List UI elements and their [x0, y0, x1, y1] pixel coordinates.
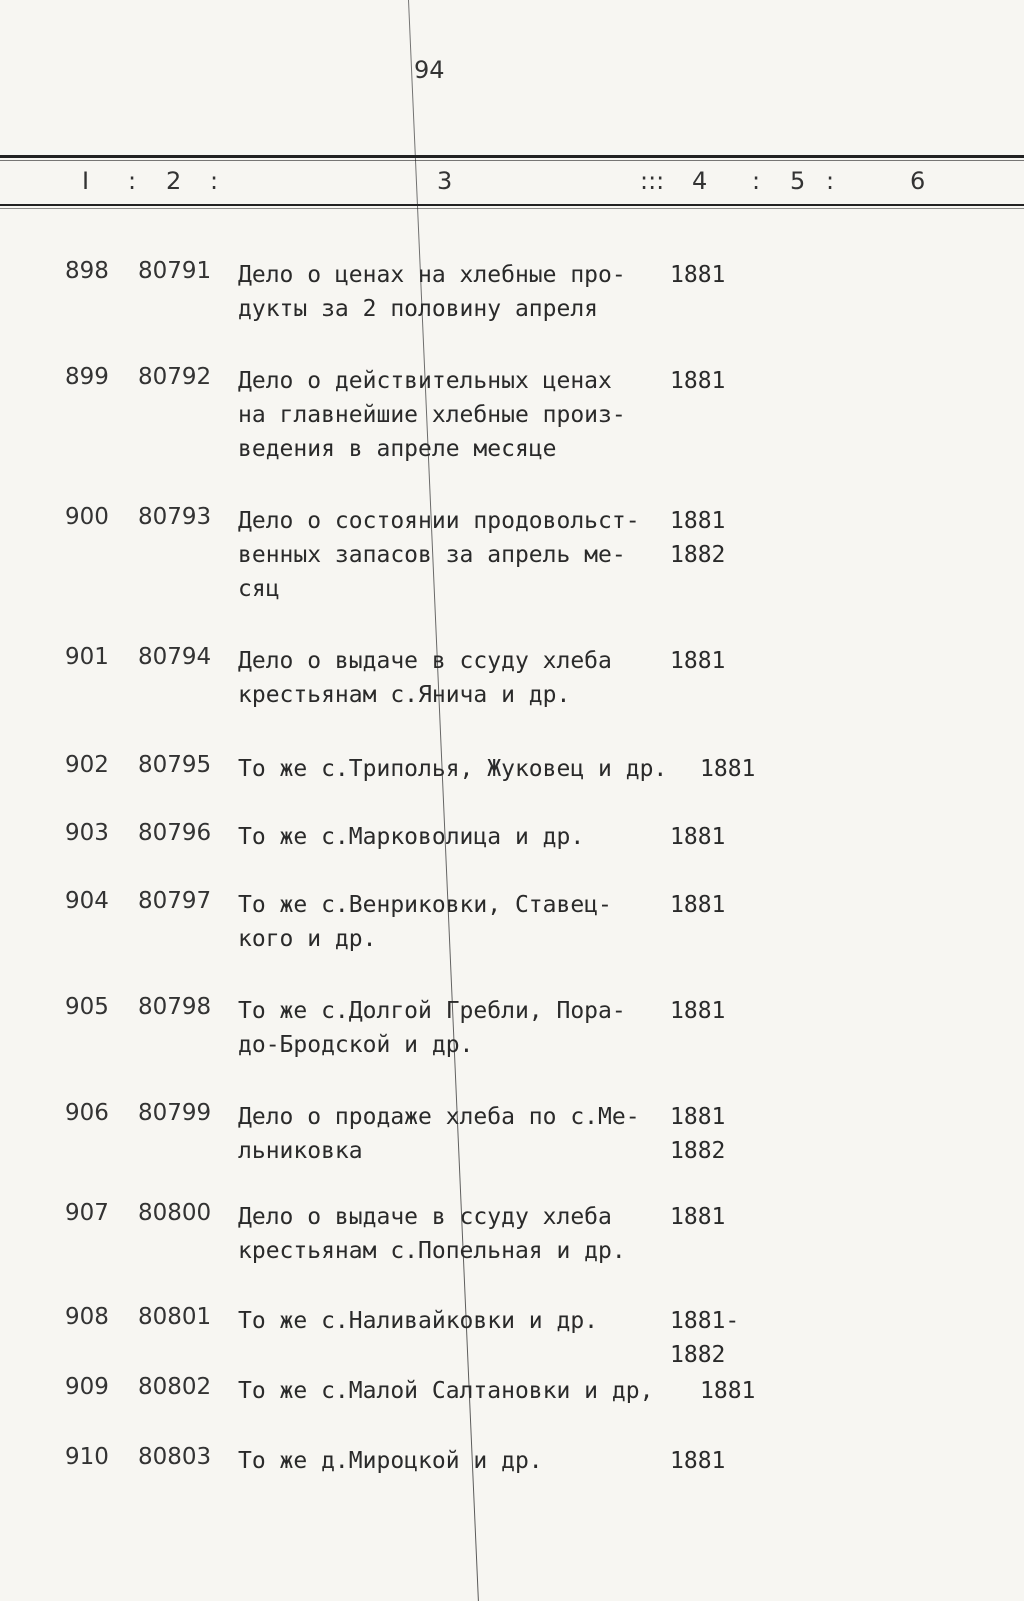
row-code: 80795	[138, 752, 212, 778]
row-years	[670, 1100, 725, 1168]
year-value: 1881	[700, 1378, 756, 1404]
year-value: 1881	[670, 998, 726, 1024]
row-years	[670, 1200, 725, 1234]
year-value: 1881	[670, 368, 726, 394]
row-description	[238, 820, 584, 854]
row-description	[238, 364, 626, 466]
year-value: 1881	[670, 262, 726, 288]
year-value: 1881	[670, 1204, 726, 1230]
row-code: 80800	[138, 1200, 212, 1226]
row-description	[238, 1374, 653, 1408]
row-code: 80799	[138, 1100, 212, 1126]
row-description	[238, 752, 667, 786]
description-line: Дело о ценах на хлебные про-	[238, 262, 626, 288]
year-value: 1881	[670, 508, 726, 534]
row-years	[670, 644, 725, 678]
year-value: 1881	[670, 648, 726, 674]
description-line: крестьянам с.Попельная и др.	[238, 1238, 626, 1264]
header-bottom-rule-thin	[0, 208, 1024, 209]
row-number: 901	[65, 644, 109, 670]
page-number: 94	[414, 56, 445, 84]
header-sep-1: :	[128, 167, 137, 195]
description-line: на главнейшие хлебные произ-	[238, 402, 626, 428]
header-sep-2: :	[210, 167, 219, 195]
description-line: Дело о выдаче в ссуду хлеба	[238, 648, 612, 674]
description-line: сяц	[238, 576, 280, 602]
description-line: венных запасов за апрель ме-	[238, 542, 626, 568]
row-number: 903	[65, 820, 109, 846]
row-years	[670, 820, 725, 854]
row-years	[670, 258, 725, 292]
header-top-rule	[0, 155, 1024, 158]
description-line: ведения в апреле месяце	[238, 436, 557, 462]
row-number: 906	[65, 1100, 109, 1126]
description-line: Дело о продаже хлеба по с.Ме-	[238, 1104, 640, 1130]
year-value: 1882	[670, 1342, 726, 1368]
row-code: 80801	[138, 1304, 212, 1330]
row-code: 80791	[138, 258, 212, 284]
year-value: 1881	[700, 756, 756, 782]
year-value: 1881	[670, 892, 726, 918]
description-line: дукты за 2 половину апреля	[238, 296, 599, 322]
description-line: То же с.Малой Салтановки и др,	[238, 1378, 654, 1404]
header-col-5: 5	[790, 167, 806, 195]
header-col-2: 2	[166, 167, 182, 195]
header-sep-3: :::	[640, 167, 665, 195]
header-col-4: 4	[692, 167, 708, 195]
description-line: Дело о состоянии продовольст-	[238, 508, 640, 534]
row-number: 900	[65, 504, 109, 530]
row-years	[670, 1304, 739, 1372]
description-line: То же с.Венриковки, Ставец-	[238, 892, 612, 918]
year-value: 1881	[670, 1448, 726, 1474]
description-line: Дело о выдаче в ссуду хлеба	[238, 1204, 612, 1230]
year-value: 1881-	[670, 1308, 740, 1334]
year-value: 1881	[670, 1104, 726, 1130]
header-sep-5: :	[826, 167, 835, 195]
description-line: То же с.Долгой Гребли, Пора-	[238, 998, 626, 1024]
row-number: 902	[65, 752, 109, 778]
row-description	[238, 1100, 640, 1168]
row-code: 80797	[138, 888, 212, 914]
row-number: 905	[65, 994, 109, 1020]
description-line: льниковка	[238, 1138, 363, 1164]
row-code: 80794	[138, 644, 212, 670]
row-years	[670, 364, 725, 398]
row-description	[238, 1444, 543, 1478]
row-years	[670, 888, 725, 922]
header-col-6: 6	[910, 167, 926, 195]
row-years	[700, 752, 755, 786]
fold-crease	[408, 0, 479, 1601]
row-description	[238, 1304, 598, 1338]
header-col-3: 3	[437, 167, 453, 195]
row-description	[238, 888, 612, 956]
description-line: до-Бродской и др.	[238, 1032, 474, 1058]
year-value: 1881	[670, 824, 726, 850]
row-number: 898	[65, 258, 109, 284]
row-description	[238, 504, 640, 606]
row-years	[700, 1374, 755, 1408]
year-value: 1882	[670, 542, 726, 568]
row-code: 80803	[138, 1444, 212, 1470]
header-col-1: I	[82, 167, 90, 195]
row-code: 80798	[138, 994, 212, 1020]
row-years	[670, 504, 725, 572]
row-description	[238, 1200, 626, 1268]
row-code: 80796	[138, 820, 212, 846]
row-code: 80793	[138, 504, 212, 530]
description-line: крестьянам с.Янича и др.	[238, 682, 571, 708]
row-code: 80792	[138, 364, 212, 390]
header-top-rule-thin	[0, 160, 1024, 161]
row-description	[238, 258, 626, 326]
header-sep-4: :	[752, 167, 761, 195]
year-value: 1882	[670, 1138, 726, 1164]
row-number: 904	[65, 888, 109, 914]
description-line: кого и др.	[238, 926, 377, 952]
header-bottom-rule	[0, 204, 1024, 206]
description-line: Дело о действительных ценах	[238, 368, 612, 394]
row-years	[670, 994, 725, 1028]
row-number: 910	[65, 1444, 109, 1470]
description-line: То же д.Мироцкой и др.	[238, 1448, 543, 1474]
row-number: 907	[65, 1200, 109, 1226]
row-number: 909	[65, 1374, 109, 1400]
table-header	[0, 167, 1024, 201]
row-description	[238, 644, 612, 712]
description-line: То же с.Триполья, Жуковец и др.	[238, 756, 668, 782]
row-description	[238, 994, 626, 1062]
row-code: 80802	[138, 1374, 212, 1400]
row-number: 899	[65, 364, 109, 390]
description-line: То же с.Марковолица и др.	[238, 824, 585, 850]
row-number: 908	[65, 1304, 109, 1330]
row-years	[670, 1444, 725, 1478]
description-line: То же с.Наливайковки и др.	[238, 1308, 599, 1334]
